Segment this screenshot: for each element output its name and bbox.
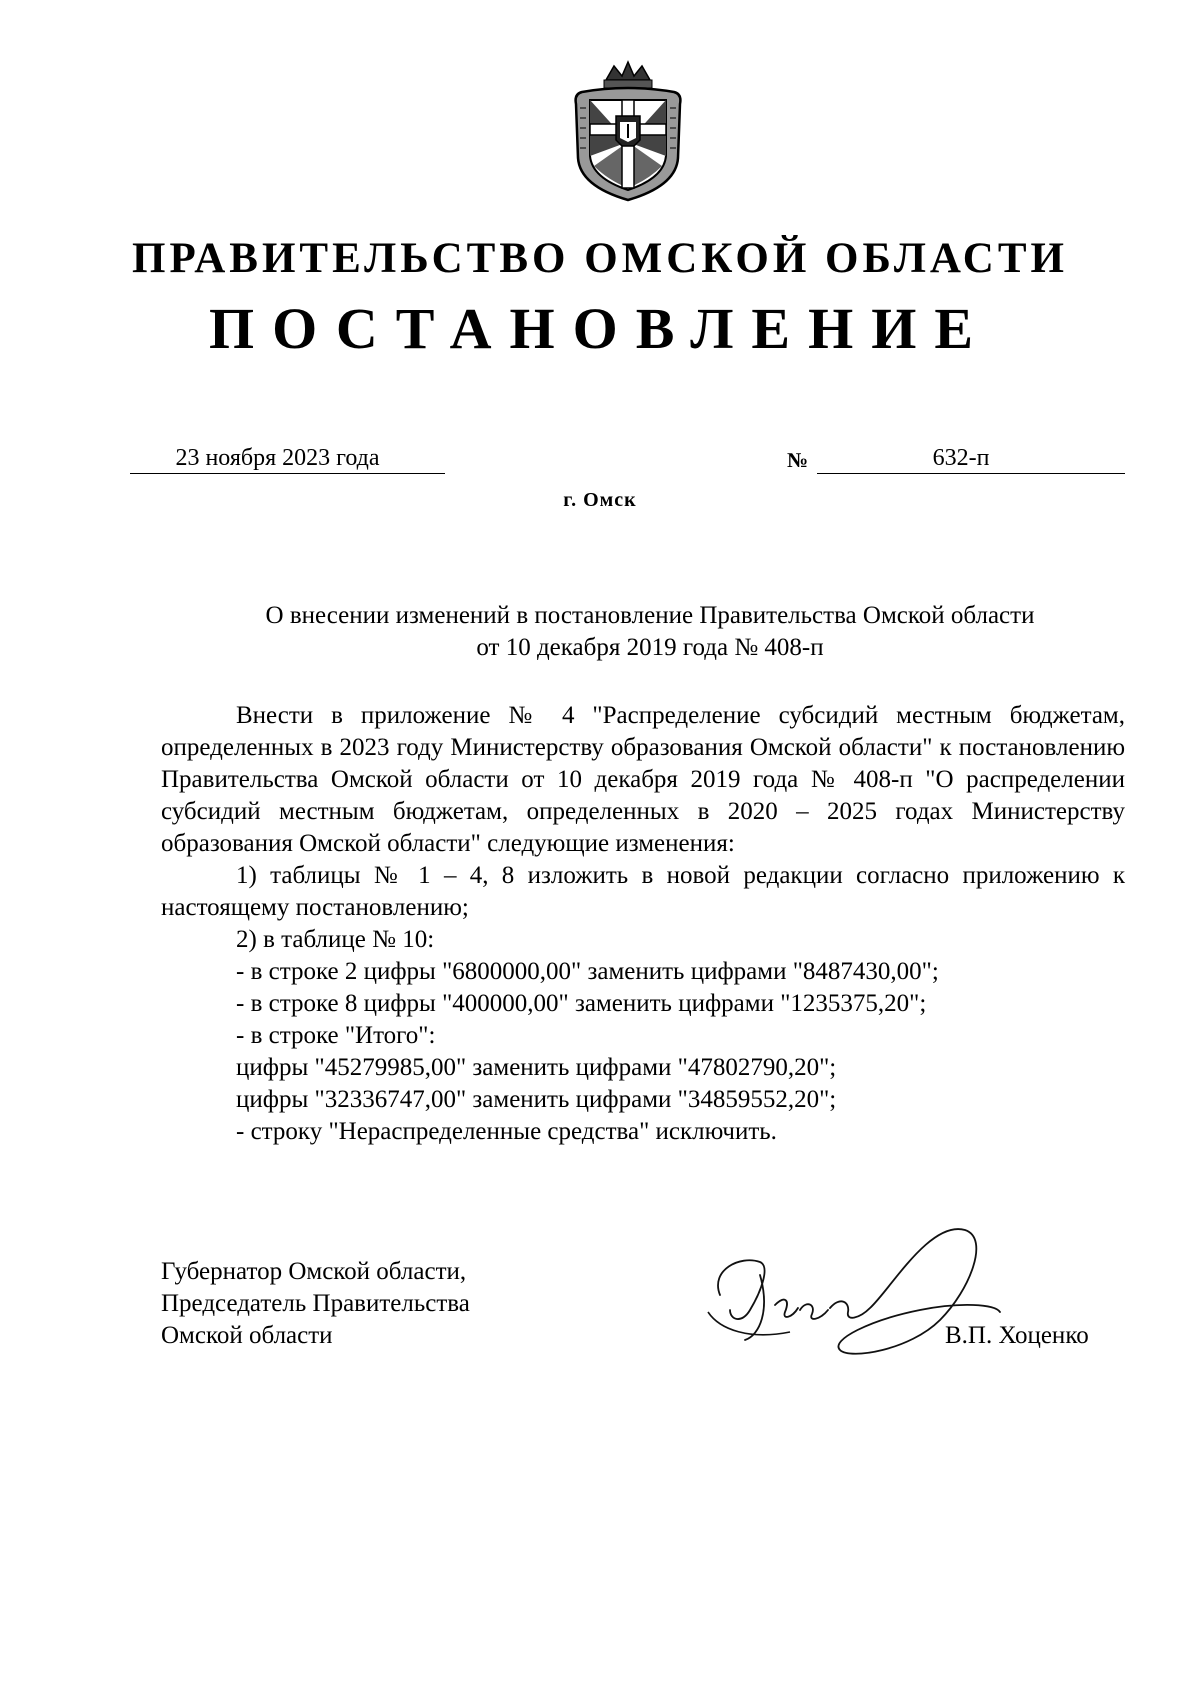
subject-line-2: от 10 декабря 2019 года № 408-п <box>476 634 824 661</box>
signer-title-line-1: Губернатор Омской области, <box>161 1258 467 1285</box>
document-type-title: ПОСТАНОВЛЕНИЕ <box>208 296 992 361</box>
document-body <box>161 700 1125 1148</box>
body-main-paragraph: Внести в приложение № 4 "Распределение субсидий местным бюджетам, определенных в 2023 году Министерству образования Омской области" к постановлению Правительства Омской области от 10 декабря 2019 года № 408-п "О распределении субсидий местным бюджетам, определенных в 2020 – 2025 годах Министерству образования Омской области" следующие изменения: <box>161 702 1125 857</box>
document-subject <box>150 600 1150 664</box>
body-total-change-2: цифры "32336747,00" заменить цифрами "34859552,20"; <box>236 1086 837 1113</box>
body-total-change-1: цифры "45279985,00" заменить цифрами "47802790,20"; <box>236 1054 837 1081</box>
number-sign: № <box>787 448 809 472</box>
document-number: 632-п <box>817 443 1125 474</box>
signer-title-line-2: Председатель Правительства <box>161 1290 470 1317</box>
document-date: 23 ноября 2023 года <box>130 443 445 474</box>
body-item-1: 1) таблицы № 1 – 4, 8 изложить в новой редакции согласно приложению к настоящему постановлению; <box>161 862 1125 921</box>
body-row-8-change: - в строке 8 цифры "400000,00" заменить цифрами "1235375,20"; <box>236 990 927 1017</box>
signer-title <box>161 1256 470 1352</box>
body-exclude-row: - строку "Нераспределенные средства" исключить. <box>236 1118 777 1145</box>
body-row-2-change: - в строке 2 цифры "6800000,00" заменить цифрами "8487430,00"; <box>236 958 939 985</box>
body-total-row: - в строке "Итого": <box>236 1022 436 1049</box>
signer-title-line-3: Омской области <box>161 1322 333 1349</box>
subject-line-1: О внесении изменений в постановление Правительства Омской области <box>265 602 1035 629</box>
body-item-2: 2) в таблице № 10: <box>236 926 435 953</box>
government-title: ПРАВИТЕЛЬСТВО ОМСКОЙ ОБЛАСТИ <box>132 235 1068 282</box>
document-city: г. Омск <box>563 489 637 511</box>
handwritten-signature-icon <box>700 1200 1020 1400</box>
signer-name: В.П. Хоценко <box>945 1322 1089 1349</box>
coat-of-arms-icon <box>568 58 688 204</box>
